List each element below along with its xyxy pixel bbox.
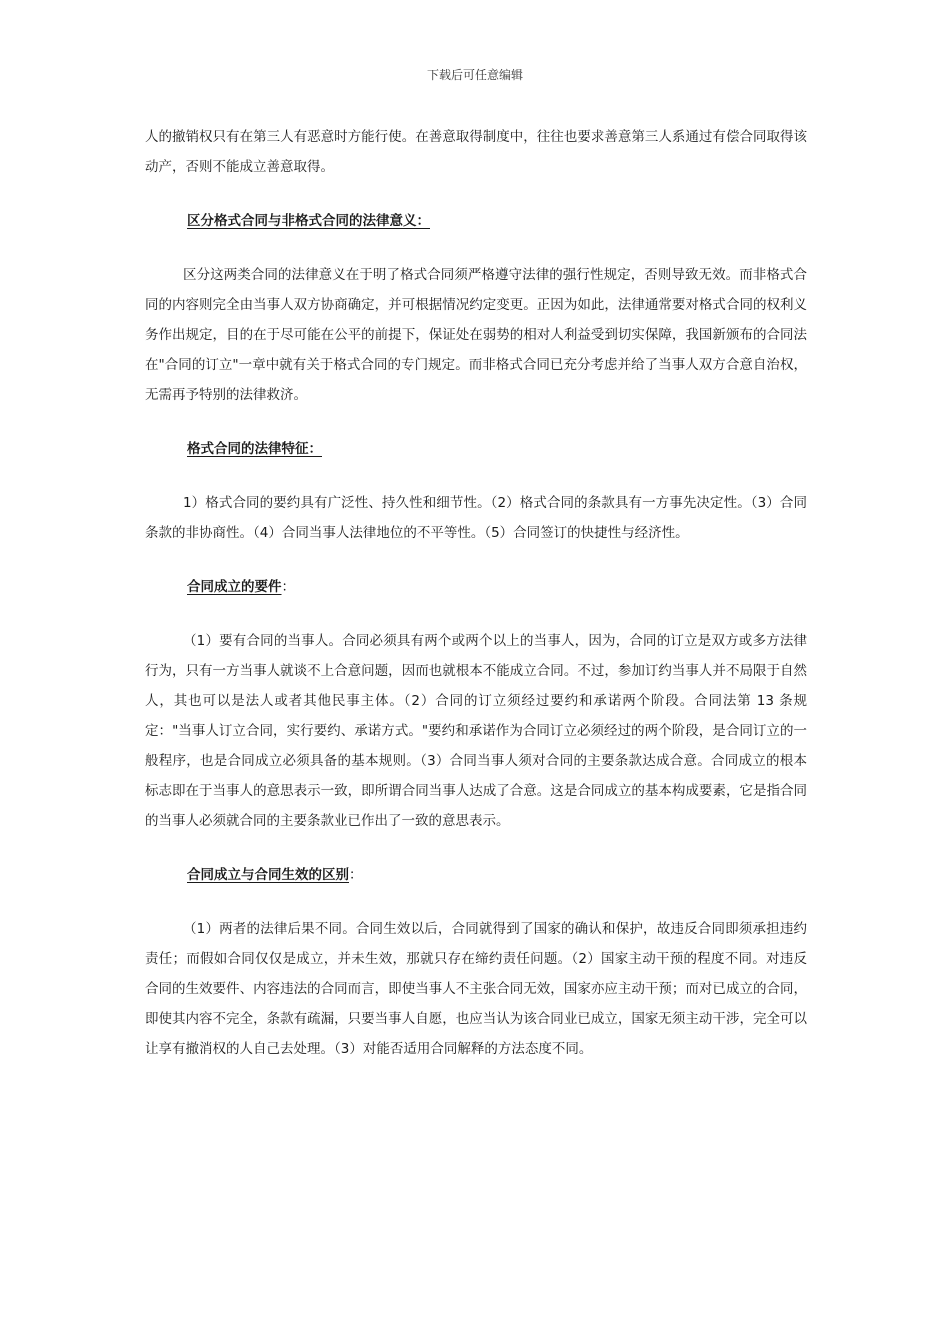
paragraph-standard-contract-significance: 区分这两类合同的法律意义在于明了格式合同须严格遵守法律的强行性规定，否则导致无效。而非格式合同的内容则完全由当事人双方协商确定，并可根据情况约定变更。正因为如此，法律通常要对格式合同的权利义务作出规定，目的在于尽可能在公平的前提下，保证处在弱势的相对人利益受到切实保障，我国新颁布的合同法在"合同的订立"一章中就有关于格式合同的专门规定。而非格式合同已充分考虑并给了当事人双方合意自治权，无需再予特别的法律救济。 (145, 267, 807, 403)
heading-text: 区分格式合同与非格式合同的法律意义： (187, 213, 430, 229)
heading-contract-formation-elements (145, 572, 807, 602)
heading-text: 合同成立与合同生效的区别 (187, 867, 349, 883)
heading-text: 合同成立的要件 (187, 579, 282, 595)
heading-standard-contract-significance (145, 206, 807, 236)
heading-text: 格式合同的法律特征： (187, 441, 322, 457)
heading-standard-contract-features (145, 434, 807, 464)
paragraph-bona-fide-acquisition: 人的撤销权只有在第三人有恶意时方能行使。在善意取得制度中，往往也要求善意第三人系通过有偿合同取得该动产，否则不能成立善意取得。 (145, 129, 807, 175)
heading-colon: ： (349, 867, 363, 883)
heading-colon: ： (281, 579, 295, 595)
document-body (145, 122, 807, 1064)
paragraph-formation-vs-effectiveness: （1）两者的法律后果不同。合同生效以后，合同就得到了国家的确认和保护，故违反合同即须承担违约责任；而假如合同仅仅是成立，并未生效，那就只存在缔约责任问题。（2）国家主动干预的程度不同。对违反合同的生效要件、内容违法的合同而言，即使当事人不主张合同无效，国家亦应主动干预；而对已成立的合同，即使其内容不完全，条款有疏漏，只要当事人自愿，也应当认为该合同业已成立，国家无须主动干涉，完全可以让享有撤消权的人自己去处理。（3）对能否适用合同解释的方法态度不同。 (145, 921, 807, 1057)
page-header: 下载后可任意编辑 (426, 68, 523, 82)
heading-formation-vs-effectiveness (145, 860, 807, 890)
paragraph-contract-formation-elements: （1）要有合同的当事人。合同必须具有两个或两个以上的当事人，因为，合同的订立是双方或多方法律行为，只有一方当事人就谈不上合意问题，因而也就根本不能成立合同。不过，参加订约当事人并不局限于自然人，其也可以是法人或者其他民事主体。（2）合同的订立须经过要约和承诺两个阶段。合同法第 13 条规定："当事人订立合同，实行要约、承诺方式。"要约和承诺作为合同订立必须经过的两个阶段，是合同订立的一般程序，也是合同成立必须具备的基本规则。（3）合同当事人须对合同的主要条款达成合意。合同成立的根本标志即在于当事人的意思表示一致，即所谓合同当事人达成了合意。这是合同成立的基本构成要素，它是指合同的当事人必须就合同的主要条款业已作出了一致的意思表示。 (145, 633, 807, 829)
paragraph-standard-contract-features: 1）格式合同的要约具有广泛性、持久性和细节性。（2）格式合同的条款具有一方事先决定性。（3）合同条款的非协商性。（4）合同当事人法律地位的不平等性。（5）合同签订的快捷性与经济性。 (145, 495, 807, 541)
